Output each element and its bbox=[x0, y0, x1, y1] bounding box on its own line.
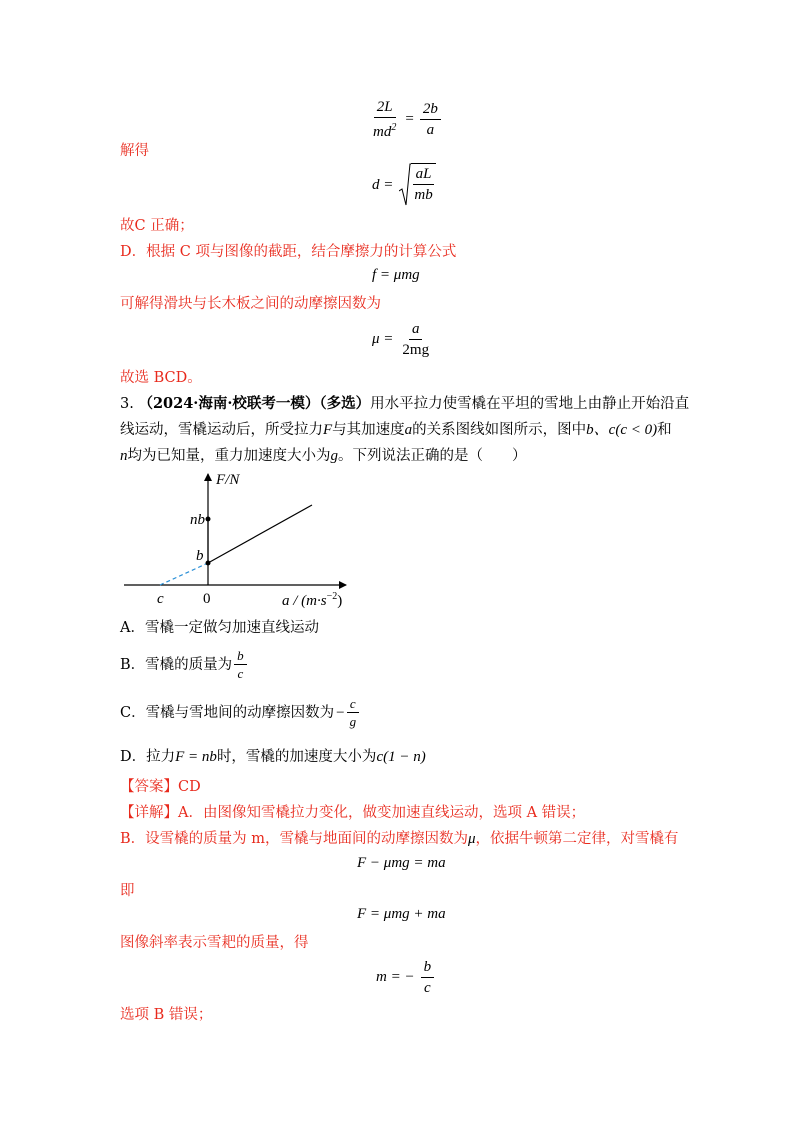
option-B-den: c bbox=[237, 666, 244, 681]
eq1-rhs-num: 2b bbox=[420, 100, 441, 120]
c-correct-text: 故C 正确； bbox=[120, 218, 194, 234]
equation-4 bbox=[372, 320, 432, 359]
option-C bbox=[120, 696, 359, 729]
c-label: c bbox=[157, 591, 164, 607]
answer-text: 【答案】CD bbox=[120, 779, 201, 795]
option-C-den: g bbox=[349, 714, 357, 729]
detail-A-text: 【详解】A．由图像知雪橇拉力变化，做变加速直线运动，选项 A 错误； bbox=[120, 805, 586, 821]
option-B-fraction bbox=[234, 648, 247, 681]
point-nb bbox=[206, 517, 211, 522]
q3-var-F: F bbox=[323, 422, 333, 438]
fraction-b-over-c bbox=[421, 958, 435, 997]
q3-line2-d: 和 bbox=[657, 422, 672, 438]
eq2-rad-den: mb bbox=[414, 187, 433, 203]
q3-multi: （多选） bbox=[319, 395, 371, 412]
option-C-sign: − bbox=[336, 704, 345, 721]
extrapolation-dashed-line bbox=[160, 563, 208, 585]
x-axis-label bbox=[282, 591, 342, 609]
detail-B-text: B．设雪橇的质量为 m，雪橇与地面间的动摩擦因数为 bbox=[120, 831, 469, 847]
eq1-lhs-den-base: md bbox=[373, 124, 392, 140]
eq2-lhs: d = bbox=[372, 176, 394, 193]
q3-line2 bbox=[120, 420, 672, 440]
q3-line3-end: 。下列说法正确的是（ ） bbox=[338, 448, 527, 464]
eq1-lhs-num: 2L bbox=[374, 98, 396, 118]
eq7-den: c bbox=[423, 980, 431, 996]
detail-B-mu: μ bbox=[468, 831, 476, 847]
q3-line2-text: 线运动，雪橇运动后，所受拉力 bbox=[120, 422, 323, 438]
jiede-text: 解得 bbox=[120, 143, 149, 159]
eq1-lhs-den-exp: 2 bbox=[391, 122, 397, 133]
force-acceleration-graph bbox=[110, 468, 370, 618]
eq4-den: 2mg bbox=[402, 342, 430, 358]
q3-line2-b: 与其加速度 bbox=[332, 422, 405, 438]
point-b bbox=[206, 561, 211, 566]
equation-7 bbox=[376, 958, 434, 997]
q3-var-a: a bbox=[404, 422, 413, 438]
option-D-math2: c(1 − n) bbox=[376, 749, 426, 765]
fraction-a-over-2mg bbox=[399, 320, 432, 359]
fraction-2L-over-md2 bbox=[370, 98, 399, 141]
option-C-text: C．雪橇与雪地间的动摩擦因数为 bbox=[120, 704, 335, 721]
eq1-lhs-den bbox=[370, 118, 399, 141]
q3-var-n: n bbox=[120, 448, 128, 464]
x-axis-label-close: ) bbox=[337, 593, 343, 609]
d-intro-text: D．根据 C 项与图像的截距，结合摩擦力的计算公式 bbox=[120, 244, 457, 260]
q3-line1 bbox=[120, 394, 689, 414]
option-B-text: B．雪橇的质量为 bbox=[120, 656, 233, 673]
option-D-math1: F = nb bbox=[175, 749, 217, 765]
q3-var-g: g bbox=[330, 448, 338, 464]
q3-line3 bbox=[120, 446, 527, 466]
q3-source: （2024·海南·校联考一模） bbox=[138, 395, 320, 412]
b-wrong-text: 选项 B 错误； bbox=[120, 1007, 213, 1023]
option-C-num: c bbox=[347, 696, 359, 713]
q3-line2-c: 的关系图线如图所示，图中 bbox=[412, 422, 587, 438]
eq1-equals: = bbox=[405, 111, 414, 127]
eq2-radicand bbox=[411, 163, 435, 207]
q3-number: 3. bbox=[120, 396, 134, 412]
equation-5: F − μmg = ma bbox=[357, 855, 446, 871]
eq1-rhs-den: a bbox=[426, 122, 435, 138]
option-D-text2: 时，雪橇的加速度大小为 bbox=[216, 749, 377, 765]
eq2-rad-num: aL bbox=[413, 165, 435, 185]
q3-vars-bc: b、c(c < 0) bbox=[586, 422, 658, 438]
option-D-text1: D．拉力 bbox=[120, 749, 176, 765]
eq7-lhs: m = − bbox=[376, 969, 415, 985]
equation-1 bbox=[370, 98, 441, 141]
eq7-num: b bbox=[421, 958, 435, 978]
mu-intro-text: 可解得滑块与长木板之间的动摩擦因数为 bbox=[120, 296, 381, 312]
x-axis-label-exp: −2 bbox=[326, 591, 338, 602]
option-C-fraction bbox=[347, 696, 360, 729]
option-D bbox=[120, 747, 426, 767]
option-A: A．雪橇一定做匀加速直线运动 bbox=[120, 620, 319, 636]
b-label: b bbox=[196, 548, 204, 564]
equation-3: f = μmg bbox=[372, 267, 420, 283]
nb-label: nb bbox=[190, 512, 205, 528]
option-B-num: b bbox=[234, 648, 247, 665]
ji-text: 即 bbox=[120, 883, 135, 899]
radical-sign bbox=[399, 163, 411, 207]
x-axis-label-main: a / (m·s bbox=[282, 593, 327, 609]
q3-line1-rest: 用水平拉力使雪橇在平坦的雪地上由静止开始沿直 bbox=[370, 396, 690, 412]
detail-B-end: ，依据牛顿第二定律，对雪橇有 bbox=[475, 831, 679, 847]
eq4-num: a bbox=[409, 320, 423, 340]
origin-label: 0 bbox=[203, 591, 211, 607]
eq4-lhs: μ = bbox=[372, 331, 394, 347]
bcd-text: 故选 BCD。 bbox=[120, 370, 202, 386]
sqrt-expression bbox=[399, 163, 435, 207]
y-axis-label: F/N bbox=[216, 472, 240, 488]
equation-2 bbox=[372, 163, 436, 207]
slope-text: 图像斜率表示雪耙的质量，得 bbox=[120, 935, 309, 951]
fraction-2b-over-a bbox=[420, 100, 441, 139]
option-B bbox=[120, 648, 247, 681]
force-line bbox=[208, 505, 312, 563]
detail-B-line bbox=[120, 829, 679, 849]
equation-6: F = μmg + ma bbox=[357, 906, 446, 922]
q3-line3-rest: 均为已知量，重力加速度大小为 bbox=[127, 448, 331, 464]
